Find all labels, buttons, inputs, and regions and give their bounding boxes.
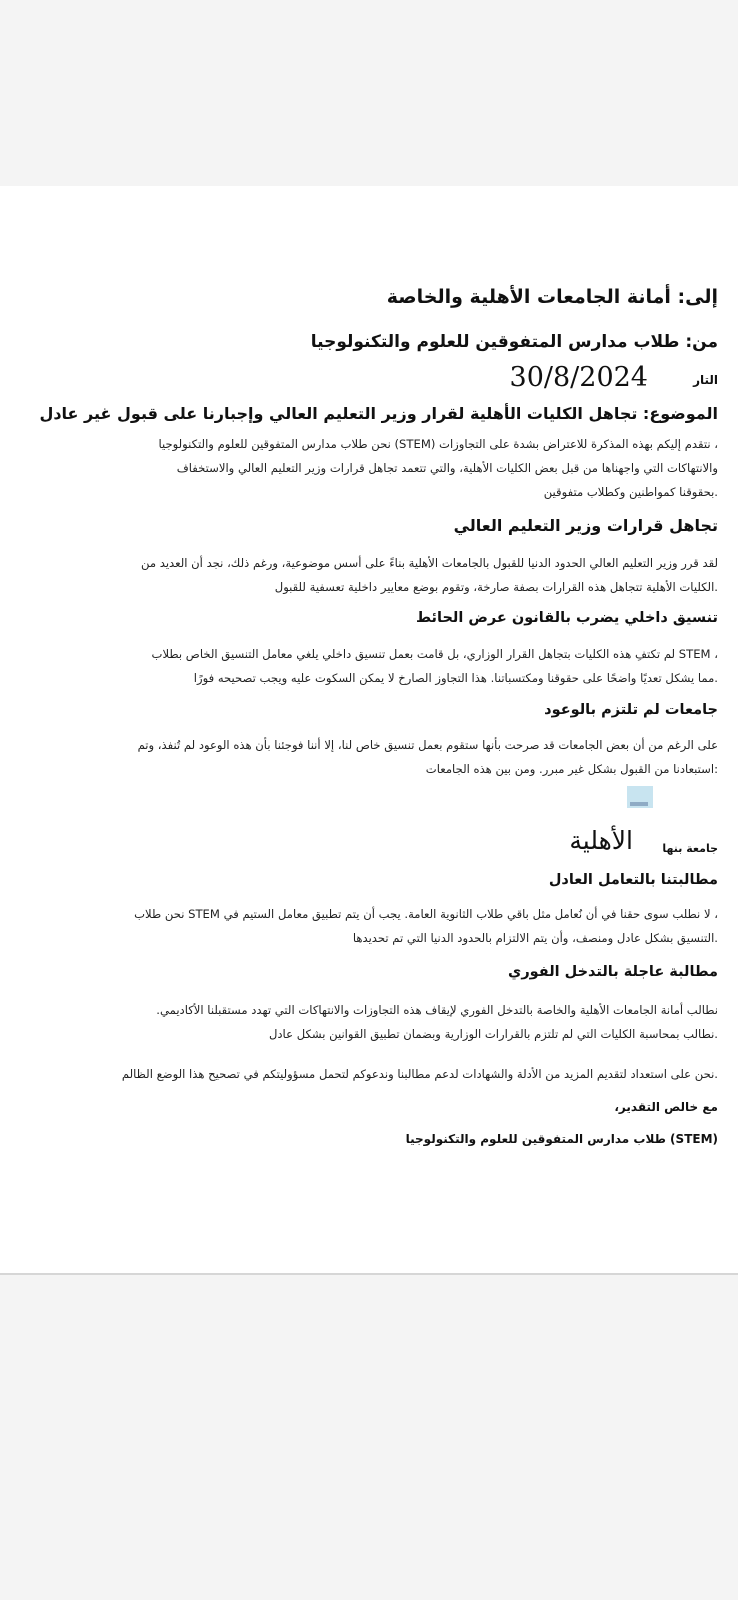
date-label: التار [693, 373, 718, 387]
section-heading: جامعات لم تلتزم بالوعود [544, 702, 718, 718]
paragraph-line: .مما يشكل تعديًا واضحًا على حقوقنا ومكتسباتنا. هذا التجاوز الصارخ لا يمكن السكوت عليه ويجب تصحيحه فورًا [193, 671, 718, 685]
recipient-line: إلى: أمانة الجامعات الأهلية والخاصة [386, 286, 718, 308]
university-label: جامعة بنها [662, 842, 718, 855]
paragraph-line: والانتهاكات التي واجهناها من قبل بعض الكليات الأهلية، والتي تتعمد تجاهل قرارات وزير التعليم العالي والاستخفاف [176, 461, 718, 475]
closing-paragraph [18, 1062, 718, 1086]
paragraph-line: .نحن على استعداد لتقديم المزيد من الأدلة والشهادات لدعم مطالبنا وندعوكم لتحمل مسؤوليتكم في تصحيح هذا الوضع الظالم [121, 1067, 718, 1081]
paragraph-line: على الرغم من أن بعض الجامعات قد صرحت بأنها ستقوم بعمل تنسيق خاص لنا، إلا أننا فوجئنا بأن هذه الوعود لم تُنفذ، وتم [137, 738, 718, 752]
paragraph-line: ، نتقدم إليكم بهذه المذكرة للاعتراض بشدة على التجاوزات (STEM) نحن طلاب مدارس المتفوقين للعلوم والتكنولوجيا [158, 437, 718, 451]
paragraph-line: .الكليات الأهلية تتجاهل هذه القرارات بصفة صارخة، وتقوم بوضع معايير داخلية تعسفية للقبول [274, 580, 718, 594]
paragraph-line: ، STEM لم تكتفِ هذه الكليات بتجاهل القرار الوزاري، بل قامت بعمل تنسيق داخلي يلغي معامل التنسيق الخاص بطلاب [151, 647, 718, 661]
section-paragraph [18, 902, 718, 950]
paragraph-line: نطالب أمانة الجامعات الأهلية والخاصة بالتدخل الفوري لإيقاف هذه التجاوزات والانتهاكات التي تهدد مستقبلنا الأكاديمي. [156, 1003, 718, 1017]
paragraph-line: لقد قرر وزير التعليم العالي الحدود الدنيا للقبول بالجامعات الأهلية بناءً على أسس موضوعية، ورغم ذلك، نجد أن العديد من [141, 556, 718, 570]
section-paragraph [18, 551, 718, 599]
section-paragraph [18, 642, 718, 690]
section-heading: تجاهل قرارات وزير التعليم العالي [453, 516, 718, 535]
university-name: الأهلية [569, 826, 633, 855]
paragraph-line: :استبعادنا من القبول بشكل غير مبرر. ومن بين هذه الجامعات [425, 762, 718, 776]
subject-line: الموضوع: تجاهل الكليات الأهلية لقرار وزير التعليم العالي وإجبارنا على قبول غير عادل [39, 404, 718, 423]
paragraph-line: .بحقوقنا كمواطنين وكطلاب متفوقين [543, 485, 718, 499]
section-heading: مطالبة عاجلة بالتدخل الفوري [508, 964, 718, 980]
date-value: 30/8/2024 [509, 362, 648, 393]
section-paragraph [18, 998, 718, 1046]
paragraph-line: ، لا نطلب سوى حقنا في أن نُعامل مثل باقي طلاب الثانوية العامة. يجب أن يتم تطبيق معامل الستيم في STEM نحن طلاب [134, 907, 718, 921]
section-heading: مطالبتنا بالتعامل العادل [548, 872, 718, 888]
closing-salutation: مع خالص التقدير، [614, 1100, 718, 1114]
paragraph-line: .نطالب بمحاسبة الكليات التي لم تلتزم بالقرارات الوزارية وبضمان تطبيق القوانين بشكل عادل [268, 1027, 718, 1041]
section-paragraph [18, 733, 718, 781]
section-heading: تنسيق داخلي يضرب بالقانون عرض الحائط [416, 610, 718, 626]
intro-paragraph [18, 432, 718, 504]
letter-page [0, 186, 738, 1275]
paragraph-line: .التنسيق بشكل عادل ومنصف، وأن يتم الالتزام بالحدود الدنيا التي تم تحديدها [352, 931, 718, 945]
signature-line: (STEM) طلاب مدارس المتفوقين للعلوم والتكنولوجيا [405, 1132, 718, 1146]
sender-line: من: طلاب مدارس المتفوقين للعلوم والتكنولوجيا [310, 332, 718, 352]
scan-mark [627, 786, 653, 808]
